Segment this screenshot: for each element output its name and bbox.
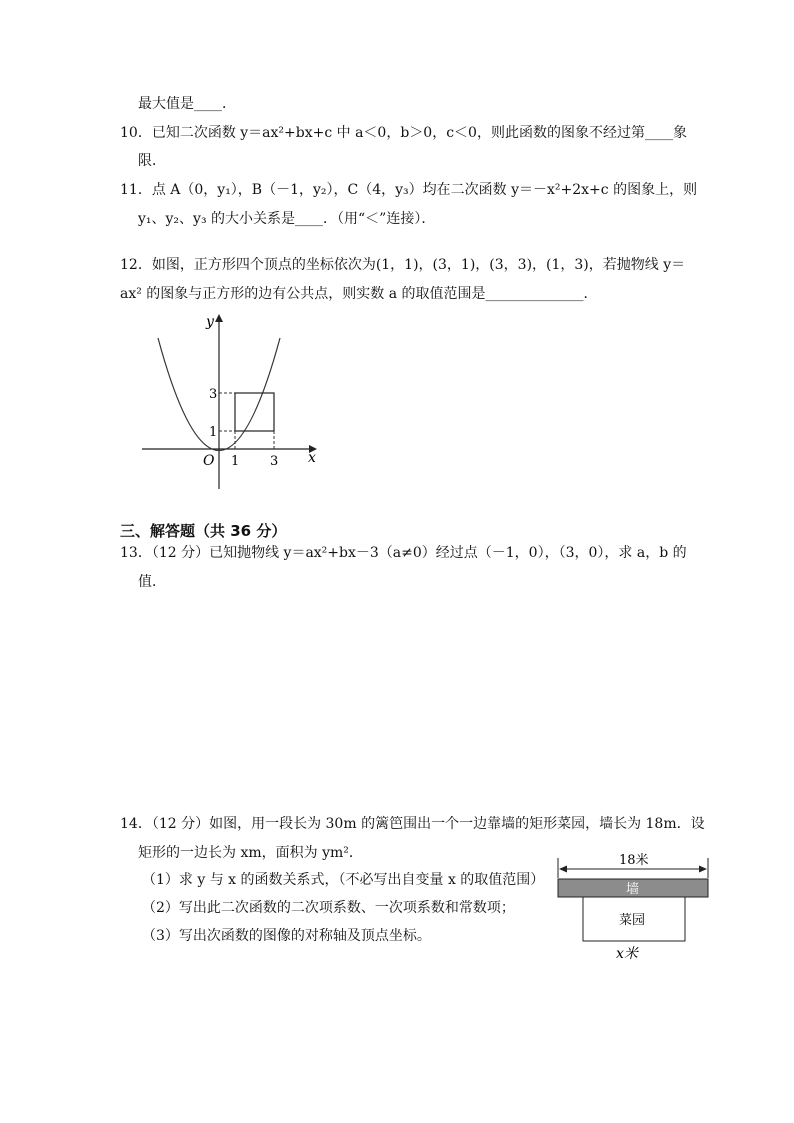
q11-line2: y₁、y₂、y₃ 的大小关系是____．（用“＜”连接）． bbox=[138, 211, 436, 227]
y-tick-1: 1 bbox=[209, 425, 218, 440]
x-tick-1: 1 bbox=[231, 454, 240, 469]
dimension-arrow-left bbox=[559, 866, 567, 873]
q9-tail: 最大值是____． bbox=[138, 96, 236, 112]
q10-line1: 10．已知二次函数 y＝ax²+bx+c 中 a＜0，b＞0，c＜0，则此函数的图象不经过第____象 bbox=[120, 125, 687, 141]
x-axis-label: x bbox=[308, 450, 316, 466]
garden-label: 菜园 bbox=[619, 913, 646, 928]
q14-part2: （2）写出此二次函数的二次项系数、一次项系数和常数项； bbox=[142, 900, 515, 916]
top-dimension-label: 18米 bbox=[619, 853, 649, 868]
q10-line2: 限． bbox=[138, 153, 166, 169]
q11-line1: 11．点 A（0，y₁），B（－1，y₂），C（4，y₃）均在二次函数 y＝－x²+2x+c 的图象上，则 bbox=[120, 182, 698, 198]
dimension-arrow-right bbox=[699, 866, 707, 873]
q13-line2: 值． bbox=[138, 574, 166, 590]
section-3-heading: 三、解答题（共 36 分） bbox=[120, 522, 287, 540]
q14-part3: （3）写出次函数的图像的对称轴及顶点坐标。 bbox=[142, 928, 431, 944]
q14-line2: 矩形的一边长为 xm，面积为 ym²． bbox=[138, 845, 363, 861]
q12-graph bbox=[130, 305, 330, 495]
x-tick-3: 3 bbox=[270, 454, 279, 469]
origin-label: O bbox=[203, 453, 215, 469]
q12-line2: ax² 的图象与正方形的边有公共点，则实数 a 的取值范围是______________． bbox=[120, 286, 598, 302]
y-tick-3: 3 bbox=[209, 387, 218, 402]
q12-line1: 12．如图，正方形四个顶点的坐标依次为(1，1)，(3，1)，(3，3)，(1，3)，若抛物线 y＝ bbox=[120, 257, 686, 273]
bottom-dimension-label: x米 bbox=[616, 946, 638, 962]
wall-label: 墙 bbox=[626, 882, 640, 897]
garden-diagram bbox=[552, 848, 716, 966]
q14-line1: 14．（12 分）如图，用一段长为 30m 的篱笆围出一个一边靠墙的矩形菜园，墙长为 18m．设 bbox=[120, 816, 705, 832]
q14-part1: （1）求 y 与 x 的函数关系式，（不必写出自变量 x 的取值范围） bbox=[142, 872, 545, 888]
q13-line1: 13．（12 分）已知抛物线 y＝ax²+bx－3（a≠0）经过点（－1，0），（3，0），求 a，b 的 bbox=[120, 545, 687, 561]
y-axis-arrow bbox=[215, 314, 223, 322]
y-axis-label: y bbox=[206, 314, 214, 330]
